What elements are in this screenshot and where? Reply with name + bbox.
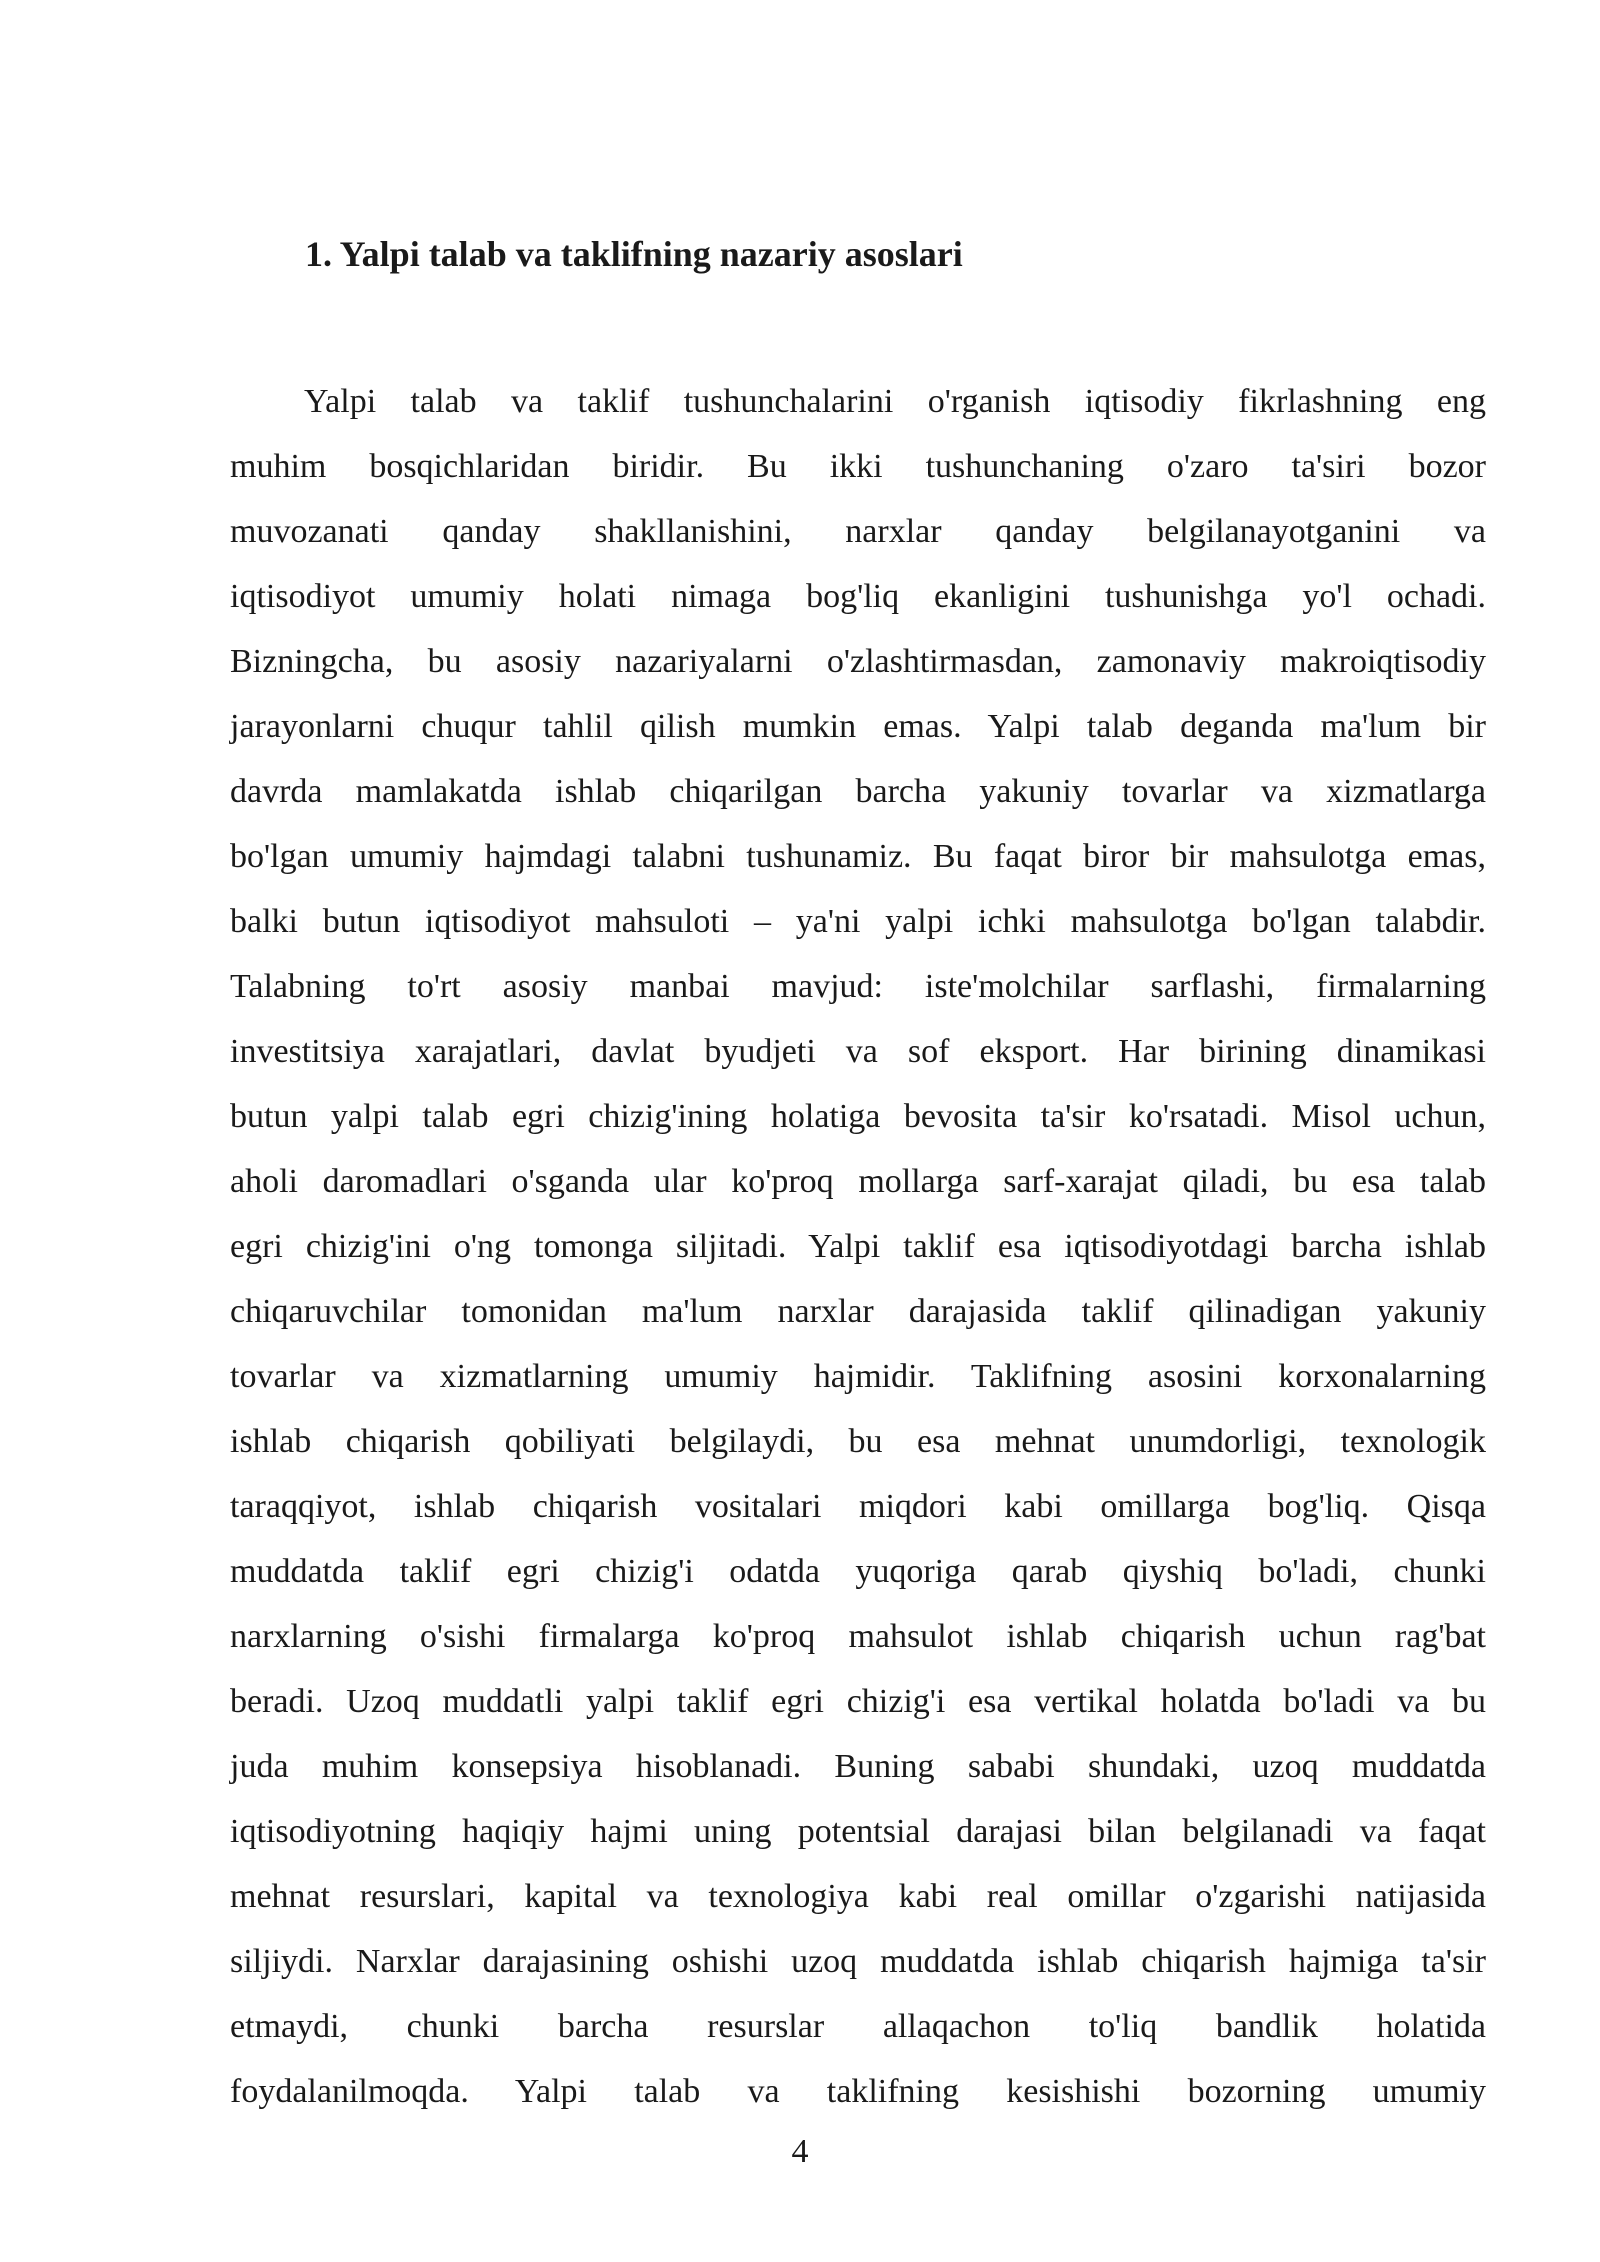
text-line: iqtisodiyot umumiy holati nimaga bog'liq ekanligini tushunishga yo'l ochadi. [230,578,1486,615]
text-line: narxlarning o'sishi firmalarga ko'proq mahsulot ishlab chiqarish uchun rag'bat [230,1618,1486,1655]
text-line: Yalpi talab va taklif tushunchalarini o'rganish iqtisodiy fikrlashning eng [304,383,1486,420]
text-line: Bizningcha, bu asosiy nazariyalarni o'zlashtirmasdan, zamonaviy makroiqtisodiy [230,643,1486,680]
text-line: jarayonlarni chuqur tahlil qilish mumkin emas. Yalpi talab deganda ma'lum bir [230,708,1486,745]
text-line: foydalanilmoqda. Yalpi talab va taklifning kesishishi bozorning umumiy [230,2073,1486,2110]
text-line: etmaydi, chunki barcha resurslar allaqachon to'liq bandlik holatida [230,2008,1486,2045]
text-line: muvozanati qanday shakllanishini, narxlar qanday belgilanayotganini va [230,513,1486,550]
text-line: beradi. Uzoq muddatli yalpi taklif egri chizig'i esa vertikal holatda bo'ladi va bu [230,1683,1486,1720]
text-line: tovarlar va xizmatlarning umumiy hajmidir. Taklifning asosini korxonalarning [230,1358,1486,1395]
text-line: chiqaruvchilar tomonidan ma'lum narxlar darajasida taklif qilinadigan yakuniy [230,1293,1486,1330]
text-line: juda muhim konsepsiya hisoblanadi. Buning sababi shundaki, uzoq muddatda [230,1748,1486,1785]
text-line: iqtisodiyotning haqiqiy hajmi uning potentsial darajasi bilan belgilanadi va faqat [230,1813,1486,1850]
text-line: butun yalpi talab egri chizig'ining holatiga bevosita ta'sir ko'rsatadi. Misol uchun, [230,1098,1486,1135]
text-line: muddatda taklif egri chizig'i odatda yuqoriga qarab qiyshiq bo'ladi, chunki [230,1553,1486,1590]
page-number: 4 [791,2133,809,2170]
text-line: investitsiya xarajatlari, davlat byudjeti va sof eksport. Har birining dinamikasi [230,1033,1486,1070]
text-line: ishlab chiqarish qobiliyati belgilaydi, bu esa mehnat unumdorligi, texnologik [230,1423,1486,1460]
text-line: taraqqiyot, ishlab chiqarish vositalari miqdori kabi omillarga bog'liq. Qisqa [230,1488,1486,1525]
text-line: balki butun iqtisodiyot mahsuloti – ya'ni yalpi ichki mahsulotga bo'lgan talabdir. [230,903,1486,940]
text-line: egri chizig'ini o'ng tomonga siljitadi. Yalpi taklif esa iqtisodiyotdagi barcha ishlab [230,1228,1486,1265]
section-heading: 1. Yalpi talab va taklifning nazariy asoslari [305,234,963,274]
body-paragraph [230,369,1486,2124]
text-line: bo'lgan umumiy hajmdagi talabni tushunamiz. Bu faqat biror bir mahsulotga emas, [230,838,1486,875]
text-line: Talabning to'rt asosiy manbai mavjud: iste'molchilar sarflashi, firmalarning [230,968,1486,1005]
text-line: muhim bosqichlaridan biridir. Bu ikki tushunchaning o'zaro ta'siri bozor [230,448,1486,485]
text-line: mehnat resurslari, kapital va texnologiya kabi real omillar o'zgarishi natijasida [230,1878,1486,1915]
text-line: davrda mamlakatda ishlab chiqarilgan barcha yakuniy tovarlar va xizmatlarga [230,773,1486,810]
text-line: siljiydi. Narxlar darajasining oshishi uzoq muddatda ishlab chiqarish hajmiga ta'sir [230,1943,1486,1980]
text-line: aholi daromadlari o'sganda ular ko'proq mollarga sarf-xarajat qiladi, bu esa talab [230,1163,1486,1200]
